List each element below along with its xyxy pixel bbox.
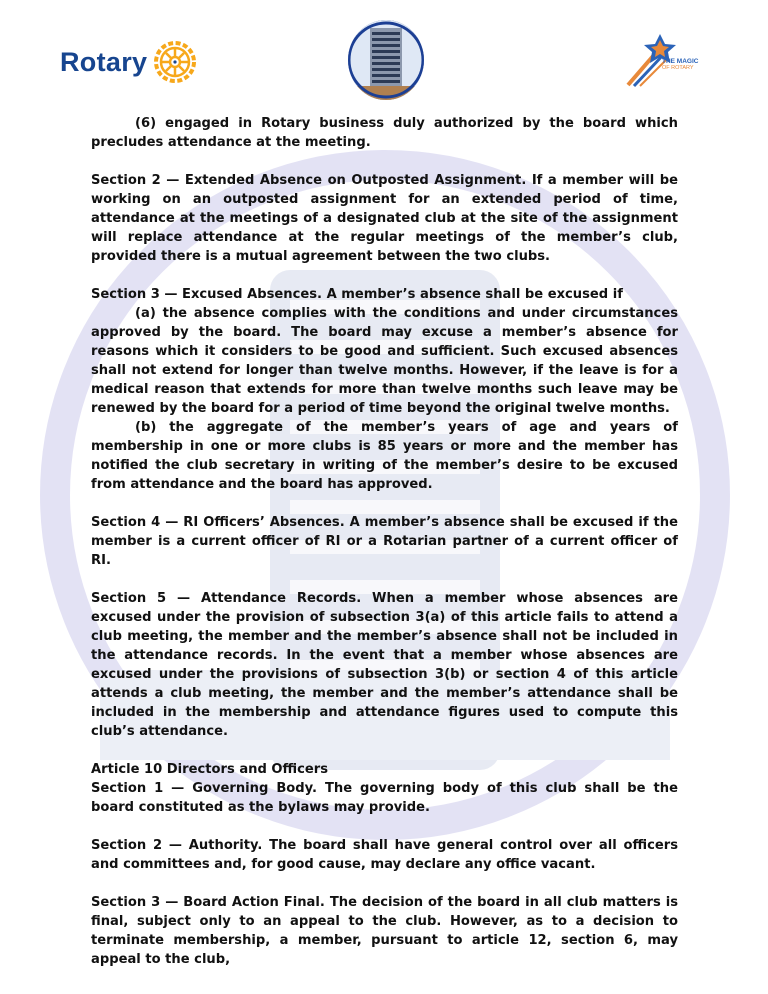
paragraph: (a) the absence complies with the conditions and under circumstances approved by the board. The board may excuse a member’s absence for reasons which it considers to be good and sufficient. Such excused absences shall not extend for longer than twelve months. However, if the leave is for a medical reason that extends for more than twelve months such leave may be renewed by the board for a period of time beyond the original twelve months.: [91, 306, 678, 416]
rotary-wheel-icon: [153, 40, 197, 84]
paragraph: Section 4 — RI Officers’ Absences. A member’s absence shall be excused if the member is a current officer of RI or a Rotarian partner of a current officer of RI.: [91, 515, 678, 568]
magic-line-1: THE MAGIC: [662, 58, 699, 65]
document-body: [91, 114, 678, 969]
article-heading: Article 10 Directors and Officers: [91, 762, 329, 777]
paragraph: Section 2 — Authority. The board shall have general control over all officers and committees and, for good cause, may declare any office vacant.: [91, 838, 678, 872]
paragraph: Section 3 — Excused Absences. A member’s absence shall be excused if: [91, 287, 623, 302]
building-icon: [348, 20, 424, 100]
building-badge: [348, 20, 424, 100]
paragraph: Section 5 — Attendance Records. When a member whose absences are excused under the provision of subsection 3(a) of this article fails to attend a club meeting, the member and the member’s absence shall not be included in the attendance records. In the event that a member whose absences are excused under the provisions of subsection 3(b) or section 4 of this article attends a club meeting, the member and the member’s attendance shall be included in the membership and attendance figures used to compute this club’s attendance.: [91, 591, 678, 739]
rotary-logo: [60, 40, 197, 84]
magic-of-rotary-text: [662, 58, 698, 72]
paragraph: (6) engaged in Rotary business duly authorized by the board which precludes attendance at the meeting.: [91, 116, 678, 150]
rotary-wordmark: Rotary: [60, 46, 148, 77]
paragraph: Section 2 — Extended Absence on Outposted Assignment. If a member will be working on an outposted assignment for an extended period of time, attendance at the meetings of a designated club at the site of the assignment will replace attendance at the regular meetings of the member’s club, provided there is a mutual agreement between the two clubs.: [91, 173, 678, 264]
paragraph: Section 3 — Board Action Final. The decision of the board in all club matters is final, subject only to an appeal to the club. However, as to a decision to terminate membership, a member, pursuant to article 12, section 6, may appeal to the club,: [91, 895, 678, 967]
paragraph: (b) the aggregate of the member’s years of age and years of membership in one or more clubs is 85 years or more and the member has notified the club secretary in writing of the member’s desire to be excused from attendance and the board has approved.: [91, 420, 678, 492]
paragraph: Section 1 — Governing Body. The governing body of this club shall be the board constituted as the bylaws may provide.: [91, 781, 678, 815]
magic-line-2: OF ROTARY: [662, 65, 694, 71]
page-header: [0, 0, 768, 110]
